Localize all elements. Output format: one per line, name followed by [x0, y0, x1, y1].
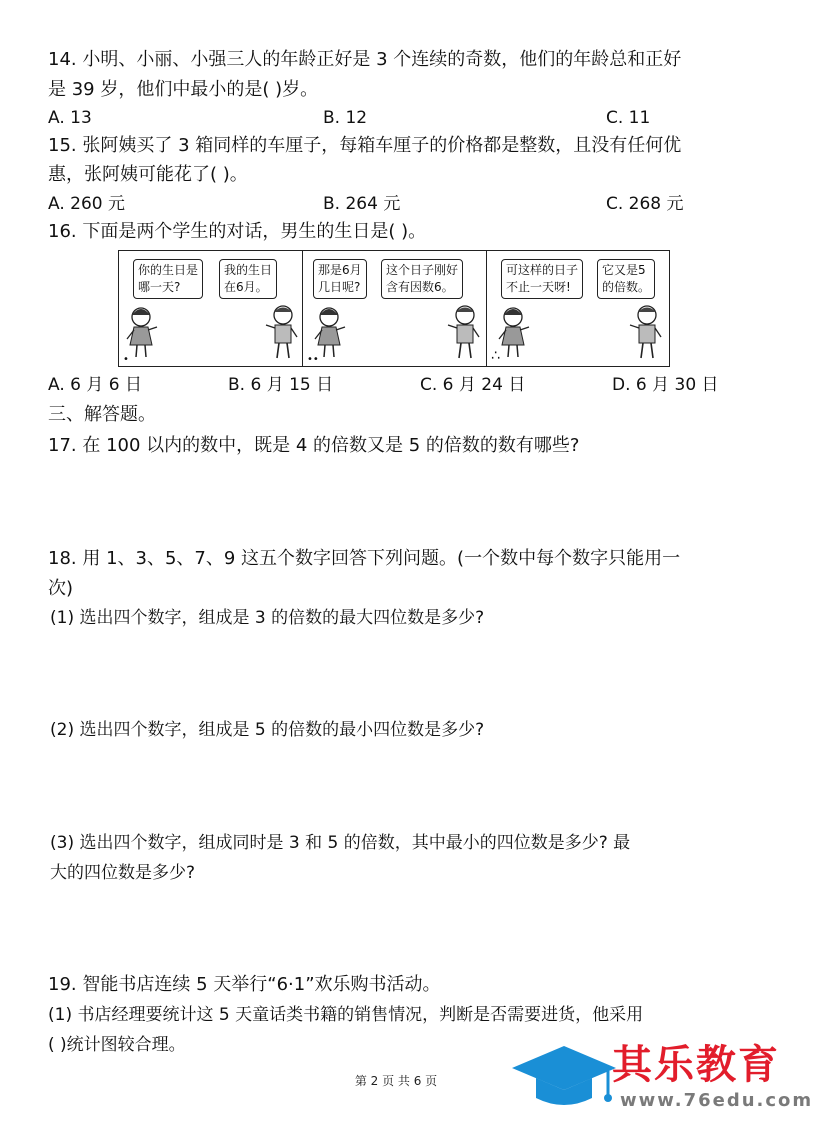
bubble-text: 哪一天?	[138, 280, 181, 294]
q19-part1-line2: ( )统计图较合理。	[48, 1035, 186, 1055]
q18-part3-line2: 大的四位数是多少?	[50, 863, 196, 883]
q19-line1: 19. 智能书店连续 5 天举行“6·1”欢乐购书活动。	[48, 974, 441, 995]
comic-panel-2	[303, 251, 487, 366]
girl-figure-icon	[125, 305, 159, 361]
q15-line1: 15. 张阿姨买了 3 箱同样的车厘子，每箱车厘子的价格都是整数，且没有任何优	[48, 135, 682, 156]
q14-line1: 14. 小明、小丽、小强三人的年龄正好是 3 个连续的奇数，他们的年龄总和正好	[48, 49, 682, 70]
panel-mark-3: ∴	[491, 348, 500, 364]
comic-panel-3	[487, 251, 668, 366]
q18-line2: 次)	[48, 578, 74, 599]
bubble-boy-1	[219, 259, 277, 299]
bubble-text: 可这样的日子	[506, 263, 579, 277]
q19-part1-line1: (1) 书店经理要统计这 5 天童话类书籍的销售情况，判断是否需要进货，他采用	[48, 1005, 644, 1025]
bubble-text: 这个日子刚好	[386, 263, 459, 277]
q14-option-a: A. 13	[48, 108, 92, 128]
bubble-boy-3	[597, 259, 655, 299]
bubble-girl-2	[313, 259, 367, 299]
boy-figure-icon	[629, 303, 663, 361]
q18-line1: 18. 用 1、3、5、7、9 这五个数字回答下列问题。(一个数中每个数字只能用一	[48, 548, 681, 569]
q15-option-b: B. 264 元	[323, 194, 401, 214]
bubble-text: 的倍数。	[602, 280, 651, 294]
bubble-text: 含有因数6。	[386, 280, 454, 294]
brand-url: www.76edu.com	[620, 1090, 813, 1111]
q18-part1: (1) 选出四个数字，组成是 3 的倍数的最大四位数是多少?	[50, 608, 485, 628]
bubble-text: 在6月。	[224, 280, 268, 294]
q14-option-b: B. 12	[323, 108, 368, 128]
q17-text: 17. 在 100 以内的数中，既是 4 的倍数又是 5 的倍数的数有哪些?	[48, 435, 580, 456]
q16-option-a: A. 6 月 6 日	[48, 375, 142, 395]
bubble-text: 不止一天呀!	[506, 280, 571, 294]
boy-figure-icon	[265, 303, 299, 361]
bubble-girl-1	[133, 259, 203, 299]
q15-option-a: A. 260 元	[48, 194, 125, 214]
bubble-text: 那是6月	[318, 263, 362, 277]
girl-figure-icon	[497, 305, 531, 361]
q18-part2: (2) 选出四个数字，组成是 5 的倍数的最小四位数是多少?	[50, 720, 485, 740]
q16-line1: 16. 下面是两个学生的对话，男生的生日是( )。	[48, 221, 427, 242]
panel-mark-2: ••	[307, 354, 319, 365]
page-footer: 第 2 页 共 6 页	[354, 1074, 438, 1088]
girl-figure-icon	[313, 305, 347, 361]
q15-line2: 惠，张阿姨可能花了( )。	[48, 164, 248, 185]
panel-mark-1: •	[123, 354, 129, 365]
bubble-text: 它又是5	[602, 263, 646, 277]
bubble-text: 几日呢?	[318, 280, 361, 294]
brand-name: 其乐教育	[612, 1042, 780, 1088]
boy-figure-icon	[447, 303, 481, 361]
q16-option-c: C. 6 月 24 日	[420, 375, 526, 395]
q16-option-b: B. 6 月 15 日	[228, 375, 334, 395]
comic-panel-1	[119, 251, 303, 366]
q18-part3-line1: (3) 选出四个数字，组成同时是 3 和 5 的倍数，其中最小的四位数是多少? 最	[50, 833, 631, 853]
bubble-text: 我的生日	[224, 263, 273, 277]
bubble-text: 你的生日是	[138, 263, 199, 277]
q15-option-c: C. 268 元	[606, 194, 684, 214]
section-heading: 三、解答题。	[48, 404, 156, 425]
q16-option-d: D. 6 月 30 日	[612, 375, 719, 395]
bubble-boy-2	[381, 259, 463, 299]
q14-option-c: C. 11	[606, 108, 651, 128]
bubble-girl-3	[501, 259, 583, 299]
q14-line2: 是 39 岁，他们中最小的是( )岁。	[48, 79, 319, 100]
dialogue-comic	[118, 250, 670, 367]
